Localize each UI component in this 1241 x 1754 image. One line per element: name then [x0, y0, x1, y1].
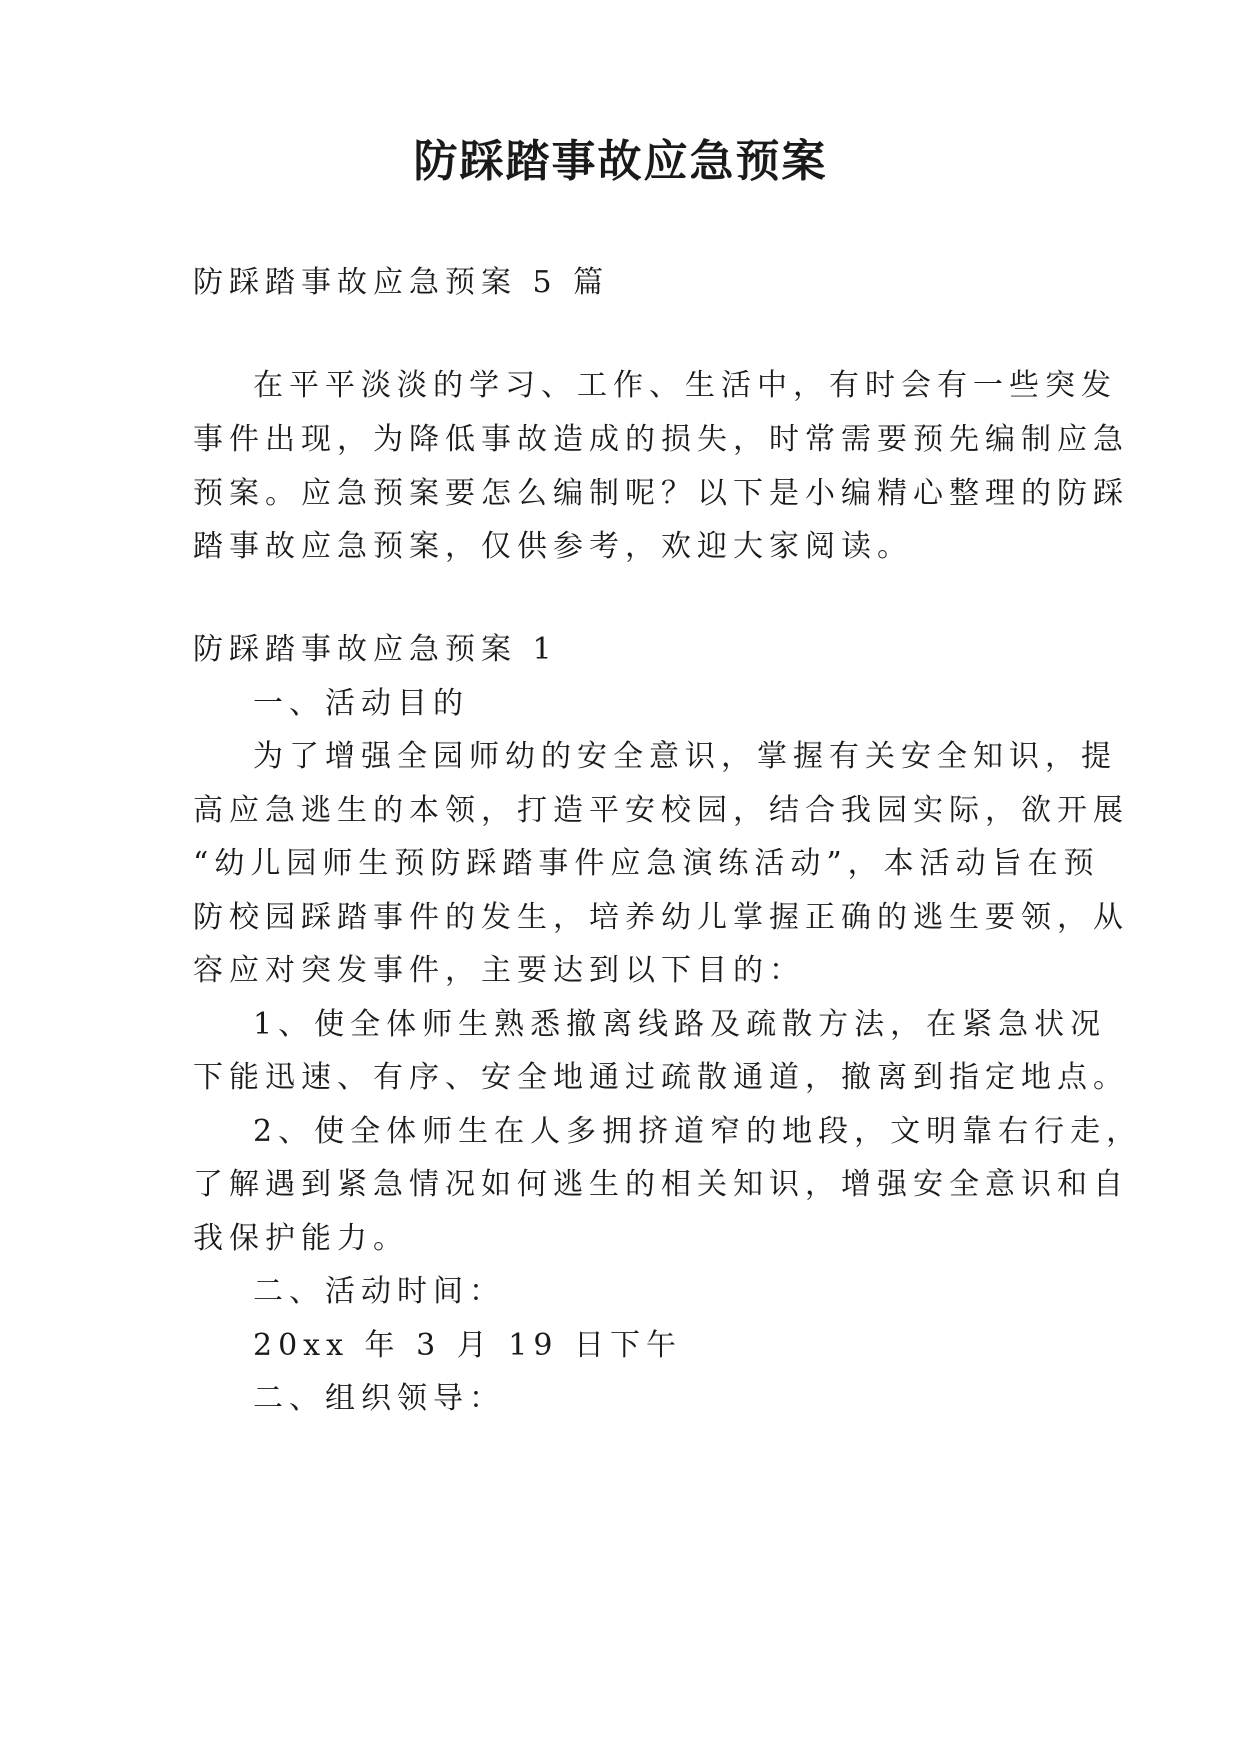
- intro-line: 在平平淡淡的学习、工作、生活中，有时会有一些突发: [253, 368, 1117, 403]
- intro-line: 事件出现，为降低事故造成的损失，时常需要预先编制应急: [193, 422, 1129, 457]
- part-heading: 二、活动时间：: [253, 1274, 505, 1309]
- paragraph-line: “幼儿园师生预防踩踏事件应急演练活动”，本活动旨在预: [193, 846, 1100, 881]
- document-title: 防踩踏事故应急预案: [413, 136, 828, 187]
- document-subtitle: 防踩踏事故应急预案 5 篇: [193, 265, 610, 300]
- goal-line: 2、使全体师生在人多拥挤道窄的地段，文明靠右行走，: [253, 1114, 1143, 1149]
- paragraph-line: 高应急逃生的本领，打造平安校园，结合我园实际，欲开展: [193, 793, 1129, 828]
- intro-line: 踏事故应急预案，仅供参考，欢迎大家阅读。: [193, 529, 913, 564]
- goal-line: 了解遇到紧急情况如何逃生的相关知识，增强安全意识和自: [193, 1167, 1129, 1202]
- part-heading: 二、组织领导：: [253, 1381, 505, 1416]
- intro-line: 预案。应急预案要怎么编制呢？以下是小编精心整理的防踩: [193, 476, 1129, 511]
- goal-line: 1、使全体师生熟悉撤离线路及疏散方法，在紧急状况: [253, 1007, 1107, 1042]
- goal-line: 下能迅速、有序、安全地通过疏散通道，撤离到指定地点。: [193, 1060, 1129, 1095]
- part-heading: 一、活动目的: [253, 686, 469, 721]
- goal-line: 我保护能力。: [193, 1221, 409, 1256]
- paragraph-line: 防校园踩踏事件的发生，培养幼儿掌握正确的逃生要领，从: [193, 900, 1129, 935]
- paragraph-line: 为了增强全园师幼的安全意识，掌握有关安全知识，提: [253, 739, 1117, 774]
- section-heading: 防踩踏事故应急预案 1: [193, 632, 558, 667]
- part-value: 20xx 年 3 月 19 日下午: [253, 1328, 682, 1363]
- paragraph-line: 容应对突发事件，主要达到以下目的：: [193, 953, 805, 988]
